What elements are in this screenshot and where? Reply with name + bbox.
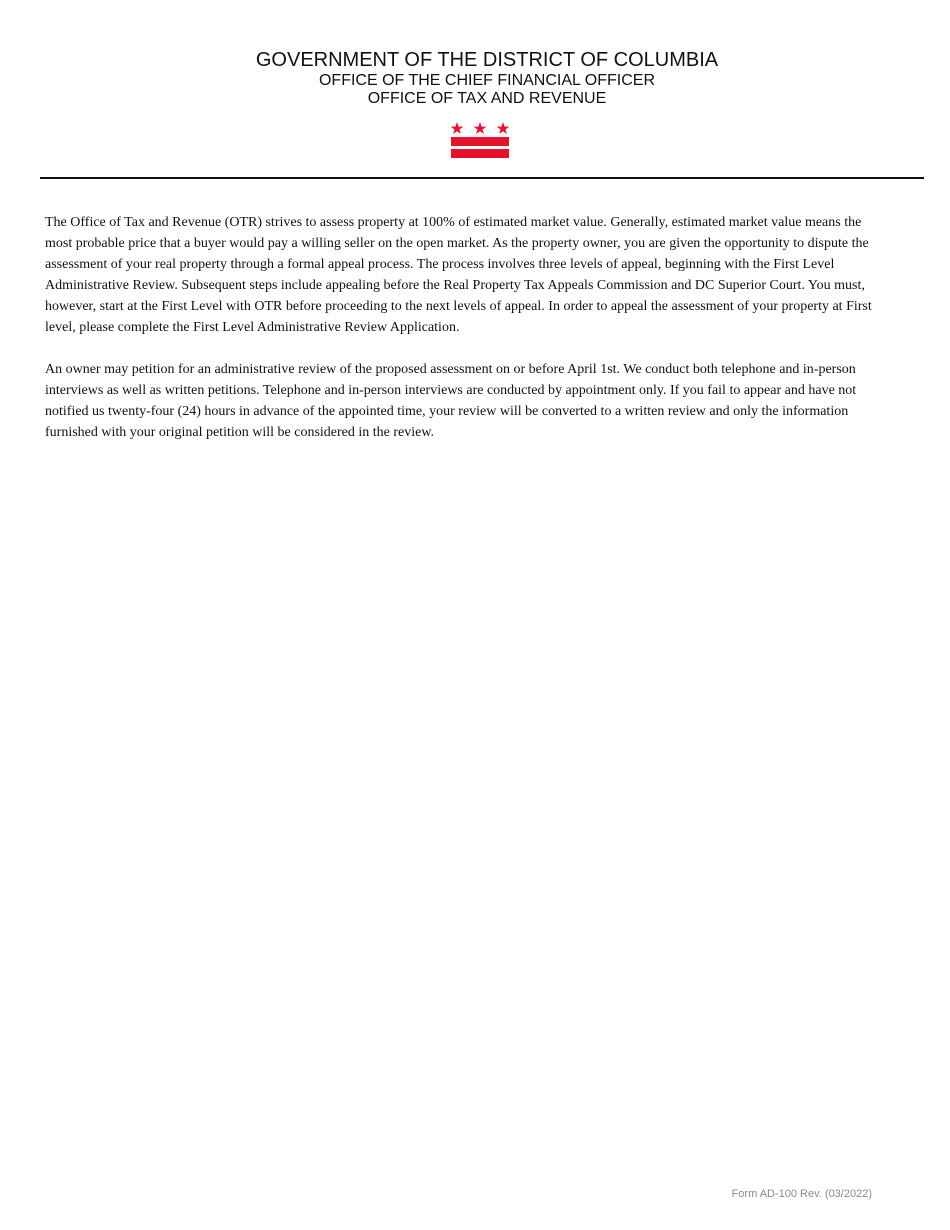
form-revision-label: Form AD-100 Rev. (03/2022) — [731, 1188, 872, 1200]
dc-flag-icon — [449, 120, 511, 162]
document-body — [45, 212, 875, 464]
paragraph-appeal-process: The Office of Tax and Revenue (OTR) strives to assess property at 100% of estimated market value. Generally, estimated market value means the most probable price that a buyer would pay a willing seller on the open market. As the property owner, you are given the opportunity to dispute the assessment of your real property through a formal appeal process. The process involves three levels of appeal, beginning with the First Level Administrative Review. Subsequent steps include appealing before the Real Property Tax Appeals Commission and DC Superior Court. You must, however, start at the First Level with OTR before proceeding to the next levels of appeal. In order to appeal the assessment of your property at First level, please complete the First Level Administrative Review Application. — [45, 215, 872, 335]
office-otr-title: OFFICE OF TAX AND REVENUE — [367, 90, 607, 107]
flag-star-icon — [497, 122, 510, 134]
header-divider — [40, 177, 924, 179]
paragraph-petition-review: An owner may petition for an administrative review of the proposed assessment on or before April 1st. We conduct both telephone and in-person interviews as well as written petitions. Telephone and in-person interviews are conducted by appointment only. If you fail to appear and have not notified us twenty-four (24) hours in advance of the appointed time, your review will be converted to a written review and only the information furnished with your original petition will be considered in the review. — [45, 362, 857, 440]
office-cfo-title: OFFICE OF THE CHIEF FINANCIAL OFFICER — [318, 72, 655, 89]
flag-bar — [451, 149, 509, 158]
flag-star-icon — [451, 122, 464, 134]
flag-star-icon — [474, 122, 487, 134]
letterhead — [0, 48, 950, 108]
flag-bar — [451, 137, 509, 146]
government-title: GOVERNMENT OF THE DISTRICT OF COLUMBIA — [255, 49, 719, 71]
